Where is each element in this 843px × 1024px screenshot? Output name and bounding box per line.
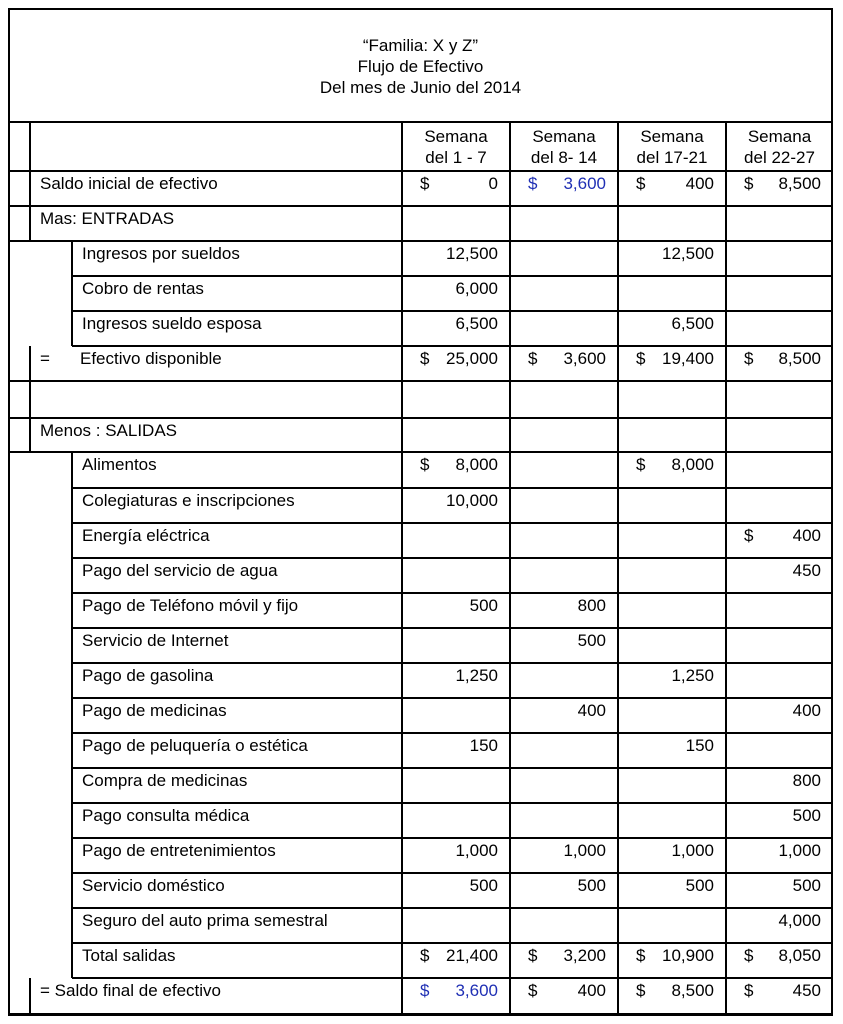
row-rule <box>72 522 833 524</box>
indent-rule <box>71 628 73 663</box>
indent-rule <box>71 873 73 908</box>
row-label: Seguro del auto prima semestral <box>82 911 328 930</box>
amount: 3,600 <box>455 981 498 1000</box>
row-rule <box>8 205 833 207</box>
amount: 500 <box>792 806 821 825</box>
currency-symbol: $ <box>420 946 430 965</box>
row-label: Pago de entretenimientos <box>82 841 276 860</box>
row-rule <box>72 592 833 594</box>
indent-rule <box>71 452 73 488</box>
amount: 4,000 <box>778 911 821 930</box>
indent-rule <box>71 663 73 698</box>
margin-rule <box>29 206 31 241</box>
amount: 500 <box>469 876 498 895</box>
row-rule <box>8 417 833 419</box>
currency-symbol: $ <box>528 946 538 965</box>
amount: 450 <box>792 561 821 580</box>
column-header-line: del 22-27 <box>744 148 815 167</box>
row-label: Alimentos <box>82 455 157 474</box>
amount: 1,000 <box>671 841 714 860</box>
row-rule <box>72 275 833 277</box>
row-label: Total salidas <box>82 946 176 965</box>
row-rule <box>72 767 833 769</box>
amount: 500 <box>792 876 821 895</box>
indent-rule <box>71 838 73 873</box>
amount: 450 <box>792 981 821 1000</box>
column-header-line: Semana <box>424 127 488 146</box>
row-rule <box>72 345 833 347</box>
amount: 3,200 <box>563 946 606 965</box>
column-header <box>726 126 833 168</box>
row-rule <box>72 837 833 839</box>
row-label: Mas: ENTRADAS <box>40 209 175 228</box>
amount: 1,250 <box>671 666 714 685</box>
currency-symbol: $ <box>420 455 430 474</box>
header-rule <box>8 121 833 123</box>
column-header <box>510 126 618 168</box>
amount: 8,500 <box>778 349 821 368</box>
amount: 400 <box>685 174 714 193</box>
row-label: Ingresos por sueldos <box>82 244 240 263</box>
row-rule <box>8 240 833 242</box>
currency-symbol: $ <box>744 526 754 545</box>
margin-rule <box>29 381 31 418</box>
row-rule <box>72 907 833 909</box>
amount: 10,900 <box>662 946 714 965</box>
indent-rule <box>71 241 73 276</box>
report-title: Flujo de Efectivo <box>357 57 484 76</box>
row-label: Cobro de rentas <box>82 279 204 298</box>
amount: 500 <box>469 596 498 615</box>
row-rule <box>72 802 833 804</box>
row-rule <box>72 310 833 312</box>
document-header <box>8 8 833 123</box>
indent-rule <box>71 733 73 768</box>
row-rule <box>8 451 833 453</box>
row-label: Saldo inicial de efectivo <box>40 174 218 193</box>
amount: 3,600 <box>563 349 606 368</box>
row-rule <box>72 732 833 734</box>
amount: 1,000 <box>778 841 821 860</box>
amount: 19,400 <box>662 349 714 368</box>
amount: 6,000 <box>455 279 498 298</box>
indent-rule <box>71 803 73 838</box>
row-label: Energía eléctrica <box>82 526 210 545</box>
currency-symbol: $ <box>528 349 538 368</box>
amount: 1,000 <box>563 841 606 860</box>
row-label: Pago de gasolina <box>82 666 214 685</box>
row-rule <box>72 977 833 979</box>
column-header-line: del 1 - 7 <box>425 148 487 167</box>
currency-symbol: $ <box>636 455 646 474</box>
amount: 8,500 <box>778 174 821 193</box>
amount: 500 <box>577 631 606 650</box>
row-label: Colegiaturas e inscripciones <box>82 491 295 510</box>
currency-symbol: $ <box>528 174 538 193</box>
row-rule <box>72 697 833 699</box>
amount: 8,000 <box>455 455 498 474</box>
amount: 1,000 <box>455 841 498 860</box>
currency-symbol: $ <box>636 981 646 1000</box>
indent-rule <box>71 593 73 628</box>
amount: 400 <box>792 701 821 720</box>
amount: 6,500 <box>455 314 498 333</box>
amount: 400 <box>792 526 821 545</box>
row-label: Pago de peluquería o estética <box>82 736 308 755</box>
currency-symbol: $ <box>744 981 754 1000</box>
row-label: Pago de medicinas <box>82 701 227 720</box>
column-header-rule <box>8 170 833 172</box>
currency-symbol: $ <box>636 174 646 193</box>
row-rule <box>72 487 833 489</box>
column-header-line: Semana <box>747 127 812 146</box>
row-label: Menos : SALIDAS <box>40 421 178 440</box>
indent-rule <box>71 943 73 978</box>
row-rule <box>72 557 833 559</box>
currency-symbol: $ <box>528 981 538 1000</box>
amount: 500 <box>685 876 714 895</box>
row-label: Compra de medicinas <box>82 771 248 790</box>
currency-symbol: $ <box>744 946 754 965</box>
indent-rule <box>71 523 73 558</box>
amount: 6,500 <box>671 314 714 333</box>
amount: 150 <box>685 736 714 755</box>
equals-sign: = <box>40 349 50 368</box>
row-label: Pago del servicio de agua <box>82 561 278 580</box>
margin-rule <box>29 122 31 171</box>
amount: 0 <box>488 174 498 193</box>
indent-rule <box>71 908 73 943</box>
row-rule <box>72 942 833 944</box>
amount: 400 <box>577 981 606 1000</box>
amount: 8,000 <box>671 455 714 474</box>
row-label: Servicio doméstico <box>82 876 225 895</box>
column-header <box>618 126 726 168</box>
row-label: Servicio de Internet <box>82 631 229 650</box>
column-header-line: Semana <box>532 127 596 146</box>
amount: 8,500 <box>671 981 714 1000</box>
column-header <box>402 126 510 168</box>
amount: 12,500 <box>446 244 498 263</box>
amount: 25,000 <box>446 349 498 368</box>
column-header-line: del 8- 14 <box>530 148 598 167</box>
row-label-text: Efectivo disponible <box>80 349 222 368</box>
currency-symbol: $ <box>636 349 646 368</box>
row-label: Pago de Teléfono móvil y fijo <box>82 596 299 615</box>
amount: 10,000 <box>446 491 498 510</box>
amount: 3,600 <box>563 174 606 193</box>
amount: 21,400 <box>446 946 498 965</box>
row-label: = Saldo final de efectivo <box>40 981 221 1000</box>
row-rule <box>72 662 833 664</box>
indent-rule <box>71 558 73 593</box>
row-rule <box>72 627 833 629</box>
amount: 8,050 <box>778 946 821 965</box>
family-title: “Familia: X y Z” <box>362 36 479 55</box>
currency-symbol: $ <box>420 349 430 368</box>
indent-rule <box>71 311 73 346</box>
currency-symbol: $ <box>636 946 646 965</box>
currency-symbol: $ <box>744 349 754 368</box>
amount: 400 <box>577 701 606 720</box>
margin-rule <box>29 346 31 381</box>
margin-rule <box>29 418 31 452</box>
amount: 800 <box>577 596 606 615</box>
indent-rule <box>71 698 73 733</box>
column-header-line: Semana <box>640 127 704 146</box>
indent-rule <box>71 276 73 311</box>
row-rule <box>72 872 833 874</box>
row-rule <box>8 1013 833 1015</box>
indent-rule <box>71 488 73 523</box>
period-title: Del mes de Junio del 2014 <box>319 78 522 97</box>
row-rule <box>8 380 833 382</box>
currency-symbol: $ <box>420 981 430 1000</box>
margin-rule <box>29 171 31 206</box>
amount: 500 <box>577 876 606 895</box>
currency-symbol: $ <box>420 174 430 193</box>
margin-rule <box>29 978 31 1014</box>
currency-symbol: $ <box>744 174 754 193</box>
amount: 1,250 <box>455 666 498 685</box>
row-label: Ingresos sueldo esposa <box>82 314 262 333</box>
column-header-line: del 17-21 <box>636 148 708 167</box>
row-label: Pago consulta médica <box>82 806 250 825</box>
indent-rule <box>71 768 73 803</box>
amount: 150 <box>469 736 498 755</box>
amount: 800 <box>792 771 821 790</box>
amount: 12,500 <box>662 244 714 263</box>
